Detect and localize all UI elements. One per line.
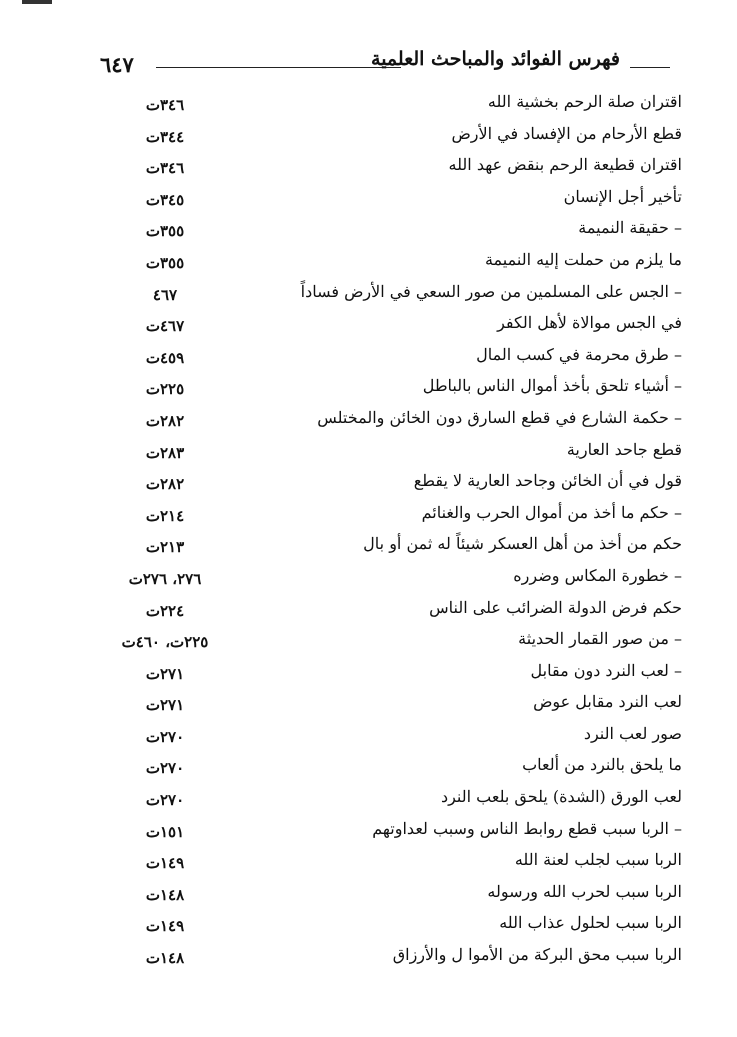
entry-page-ref: ٢٢٥ت — [145, 380, 185, 399]
entry-page-ref: ١٤٩ت — [145, 854, 185, 873]
index-entry — [110, 120, 682, 152]
entry-term: – الربا سبب قطع روابط الناس وسبب لعداوتهم — [372, 818, 682, 838]
entry-page-ref: ٢٧١ت — [145, 696, 185, 715]
entry-term: قطع الأرحام من الإفساد في الأرض — [451, 123, 682, 143]
entry-term: الربا سبب لحلول عذاب الله — [499, 913, 682, 933]
index-entry — [110, 246, 682, 278]
entry-page-ref: ٢٧٦، ٢٧٦ت — [128, 569, 202, 588]
entry-page-ref: ٣٥٥ت — [145, 253, 185, 272]
index-entry — [110, 404, 682, 436]
index-entry — [110, 720, 682, 752]
entry-term: صور لعب النرد — [583, 723, 682, 743]
scan-edge-mark — [22, 0, 52, 4]
entry-term: تأخير أجل الإنسان — [563, 186, 682, 206]
entry-page-ref: ٢٨٢ت — [145, 475, 185, 494]
entry-page-ref: ٤٦٧ت — [145, 317, 185, 336]
header-rule-right — [630, 67, 670, 68]
index-entry — [110, 183, 682, 215]
index-entry — [110, 594, 682, 626]
entry-page-ref: ٢٢٥ت، ٤٦٠ت — [121, 633, 209, 652]
entry-term: حكم فرض الدولة الضرائب على الناس — [429, 597, 682, 617]
entry-term: – حكمة الشارع في قطع السارق دون الخائن والمختلس — [317, 407, 682, 427]
running-header — [100, 46, 680, 80]
index-entry — [110, 815, 682, 847]
index-entry — [110, 751, 682, 783]
index-entry — [110, 783, 682, 815]
entry-term: في الجس موالاة لأهل الكفر — [497, 313, 682, 333]
entry-term: – الجس على المسلمين من صور السعي في الأرض فساداً — [300, 281, 682, 301]
entry-page-ref: ٣٤٥ت — [145, 190, 185, 209]
index-entry — [110, 688, 682, 720]
entry-page-ref: ٢٧٠ت — [145, 727, 185, 746]
entry-page-ref: ٢٨٣ت — [145, 443, 185, 462]
entry-page-ref: ٤٥٩ت — [145, 348, 185, 367]
entry-term: لعب الورق (الشدة) يلحق بلعب النرد — [440, 787, 682, 807]
entry-term: اقتران صلة الرحم بخشية الله — [487, 92, 682, 111]
entry-page-ref: ١٤٩ت — [145, 917, 185, 936]
entry-term: – طرق محرمة في كسب المال — [476, 344, 682, 364]
index-entry — [110, 436, 682, 468]
entry-term: الربا سبب لحرب الله ورسوله — [487, 881, 682, 901]
entry-page-ref: ٢٧٠ت — [145, 759, 185, 778]
entry-page-ref: ١٤٨ت — [145, 885, 185, 904]
entry-term: – حكم ما أخذ من أموال الحرب والغنائم — [421, 502, 682, 522]
entry-page-ref: ٢٧٠ت — [145, 791, 185, 810]
entry-page-ref: ٣٤٦ت — [145, 159, 185, 178]
index-entry — [110, 562, 682, 594]
index-entry — [110, 846, 682, 878]
index-entry — [110, 909, 682, 941]
index-entry — [110, 309, 682, 341]
entry-page-ref: ٢١٤ت — [145, 506, 185, 525]
index-entry — [110, 372, 682, 404]
entry-term: الربا سبب محق البركة من الأموا ل والأرزاق — [392, 945, 682, 965]
index-entry — [110, 151, 682, 183]
header-rule-left — [156, 67, 401, 68]
index-entry — [110, 941, 682, 973]
entry-page-ref: ٣٤٤ت — [145, 127, 185, 146]
header-title: فهرس الفوائد والمباحث العلمية — [371, 48, 620, 70]
entry-page-ref: ١٥١ت — [145, 822, 185, 841]
entry-term: ما يلزم من حملت إليه النميمة — [484, 249, 682, 269]
entry-term: قول في أن الخائن وجاحد العارية لا يقطع — [413, 471, 682, 491]
entry-term: حكم من أخذ من أهل العسكر شيئاً له ثمن أو بال — [363, 534, 682, 554]
entry-term: قطع جاحد العارية — [566, 439, 682, 459]
entry-term: – من صور القمار الحديثة — [518, 629, 682, 649]
index-entry — [110, 214, 682, 246]
index-entry — [110, 499, 682, 531]
index-entry — [110, 530, 682, 562]
index-entry — [110, 278, 682, 310]
index-entry — [110, 625, 682, 657]
entry-page-ref: ٣٥٥ت — [145, 222, 185, 241]
entry-page-ref: ٢١٣ت — [145, 538, 185, 557]
entry-term: – أشياء تلحق بأخذ أموال الناس بالباطل — [422, 376, 682, 396]
index-entry — [110, 341, 682, 373]
entry-term: ما يلحق بالنرد من ألعاب — [522, 755, 682, 775]
entry-page-ref: ١٤٨ت — [145, 949, 185, 968]
index-entry — [110, 88, 682, 120]
entry-page-ref: ٢٧١ت — [145, 664, 185, 683]
entry-term: اقتران قطيعة الرحم بنقض عهد الله — [448, 155, 682, 175]
entry-term: الربا سبب لجلب لعنة الله — [514, 850, 682, 870]
entry-page-ref: ٣٤٦ت — [145, 96, 185, 114]
entry-page-ref: ٢٨٢ت — [145, 411, 185, 430]
index-entry — [110, 467, 682, 499]
entry-page-ref: ٤٦٧ — [152, 285, 178, 304]
entry-term: – حقيقة النميمة — [578, 218, 682, 238]
index-entry — [110, 657, 682, 689]
entry-term: – لعب النرد دون مقابل — [530, 660, 682, 680]
entry-page-ref: ٢٢٤ت — [145, 601, 185, 620]
index-entries — [110, 88, 682, 973]
entry-term: لعب النرد مقابل عوض — [533, 692, 682, 712]
index-entry — [110, 878, 682, 910]
entry-term: – خطورة المكاس وضرره — [513, 565, 682, 585]
page-number: ٦٤٧ — [100, 52, 134, 77]
